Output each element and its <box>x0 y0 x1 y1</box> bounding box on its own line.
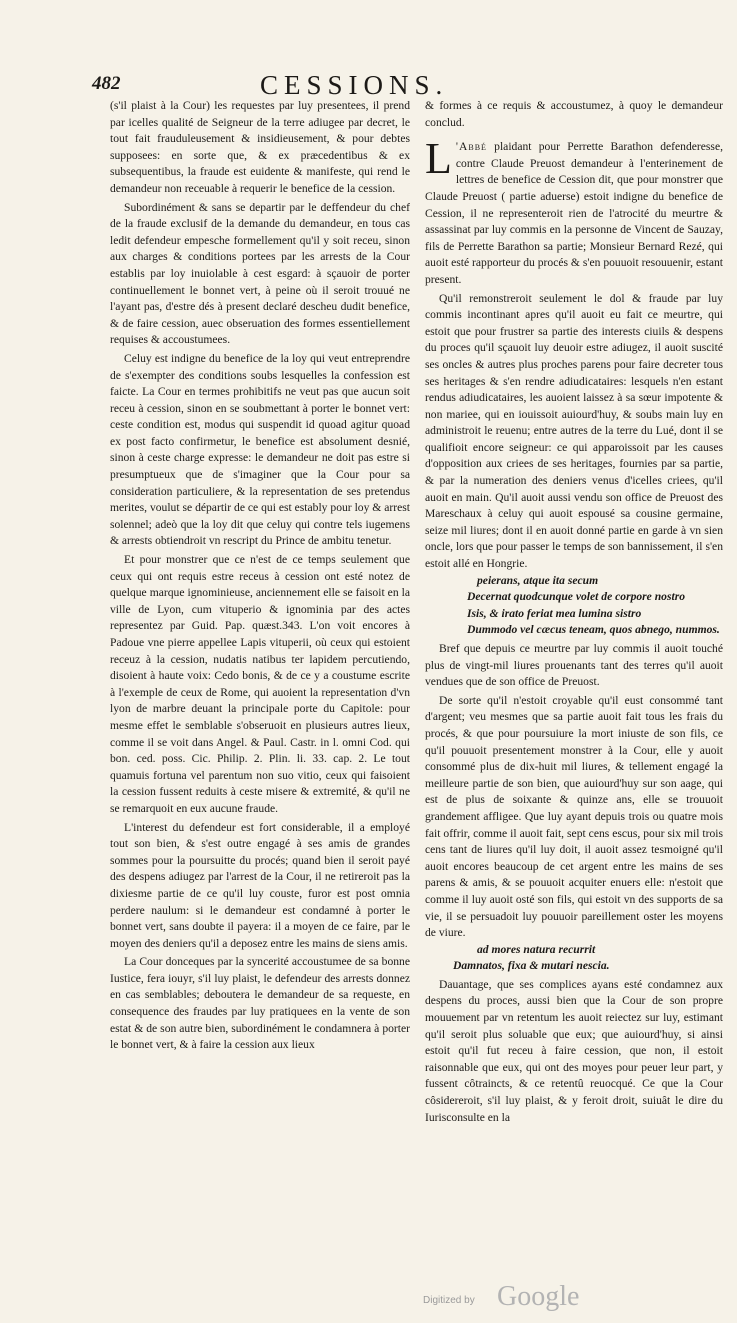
google-logo: Google <box>497 1281 580 1312</box>
left-paragraph-2: Subordinément & sans se departir par le deffendeur du chef de la fraude exclusif de la demande du demandeur, en tous cas ledit defendeur empesche formellement qu'il y soit receu, sinon aux charges & conditions portees par les arrests de la Cour establis par loy inuiolable à cest esgard: à sçauoir de porter continuellement le bonnet vert, à peine où il seroit trouué ne l'ayant pas, d'estre dés à present declaré descheu dudit benefice, & de faire cession, auec obseruation des formes essentiellement requises & accoustumees. <box>110 200 410 347</box>
left-paragraph-3: Celuy est indigne du benefice de la loy qui veut entreprendre de s'exempter des conditions soubs lesquelles la confession est faicte. La Cour en termes prohibitifs ne veut pas que aucun soit receu à cession, sinon en se soubmettant à porter le bonnet vert: ceste condition est, modus qui suspendit id quoad agitur quoad ex post facto confirmetur, le benefice est absolument desnié, sinon à ceste charge expresse: le demandeur ne doit pas estre si presumptueux que de s'imaginer que la Cour pour sa consideration particuliere, & la representation de ses pretendus merites, voulut se départir de ce qui est estably pour loy & arrest solennel; adeò que la loy dit que celuy qui contre tels iugemens & arrests obtiendroit vn rescript du Prince de ambitu tenetur. <box>110 351 410 548</box>
verse-line-6: Damnatos, fixa & mutari nescia. <box>453 959 610 973</box>
right-paragraph-2-text: plaidant pour Perrette Barathon defenderesse, contre Claude Preuost demandeur à l'enterinement de lettres de benefice de Cession dit, que pour monstrer que Claude Preuost ( partie aduerse) estoit indigne du benefice de Cession, il ne representeroit rien de l'atrocité du meurtre & assassinat par luy commis en la personne de Vincent de Sauzay, fils de Perrette Barathon sa partie; Monsieur Bernard Rezé, qui auoit esté rapporteur du procés & s'en pouuoit resouuenir, estant present. <box>425 140 723 286</box>
verse-line-4: Dummodo vel cæcus teneam, quos abnego, nummos. <box>467 623 720 637</box>
digitized-by-label: Digitized by <box>423 1295 475 1306</box>
right-paragraph-3: Qu'il remonstreroit seulement le dol & fraude par luy commis incontinant apres qu'il auoit eu fait ce meurtre, qui estoit que pour frustrer sa partie des interests ciuils & despens du proces qu'il sçauoit luy deuoir estre adiugez, il auoit suscité ses oncles & autres plus proches parens pour faire decreter tous ses heritages & s'en rendre adiudicataires: lesquels n'en estant rendus adiudicataires, les auoient laissez à sa sœur impotente & non mariee, qui en iouissoit auiourd'huy, & soubs main luy en administroit le reuenu; entre autres de la terre du Lué, dont il se qualifioit encore seigneur: ce qui apparoissoit par les causes d'opposition aux criees de ses heritages, fournies par sa partie, & par la numeration des deniers venus d'icelles criees, qu'il auoit en main. Qu'il auoit aussi vendu son office de Preuost des Mareschaux à celuy qui auoit espousé sa cousine germaine, seize mil liures; dont il en auoit donné partie en garde à vn sien oncle, lors que pour passer le temps de son bannissement, il s'en estoit allé en Hongrie. <box>425 291 723 571</box>
drop-cap: L <box>425 134 452 184</box>
speaker-name: 'Abbé <box>455 140 487 154</box>
left-column <box>110 98 410 1054</box>
right-paragraph-2 <box>425 134 723 288</box>
digitized-watermark <box>423 1281 623 1312</box>
right-paragraph-5: De sorte qu'il n'estoit croyable qu'il eust consommé tant d'argent; veu mesmes que sa partie auoit fait tous les frais du procés, & que pour poursuiure la mort iniuste de son fils, ce qu'il pouuoit presentement monstrer à la Cour, elle y auoit consommé plus de dix-huit mil liures, & tellement engagé la meilleure partie de son bien, que auiourd'huy sur son aage, qui est de plus de soixante & quinze ans, elle se trouuoit grandement affligee. Que luy ayant depuis trois ou quatre mois fait offrir, comme il auoit fait, sept cens escus, pour six mil trois cens tant de liures qu'il luy doit, il auoit assez tesmoigné qu'il auoit encores beaucoup de cet argent entre les mains de ses parens & amis, & se pouuoit acquiter enuers elle: n'estoit que comme il luy auoit osté son fils, qui estoit vn des supports de sa vie, il se persuadoit luy pouuoir pareillement oster les moyens de viure. <box>425 693 723 940</box>
left-paragraph-6: La Cour donceques par la syncerité accoustumee de sa bonne Iustice, fera iouyr, s'il luy plaist, le defendeur des arrests donnez en cas semblables; deboutera le demandeur de sa requeste, en consequence des fraudes par luy pratiquees en la vente de son estat & de son autre bien, subordinément le condamnera à porter le bonnet vert, & à faire la cession aux lieux <box>110 955 410 1052</box>
page-number: 482 <box>92 73 121 94</box>
verse-line-1: peierans, atque ita secum <box>477 573 599 587</box>
verse-line-3: Isis, & irato feriat mea lumina sistro <box>467 606 642 620</box>
verse-line-5: ad mores natura recurrit <box>477 942 596 956</box>
verse-line-2: Decernat quodcunque volet de corpore nostro <box>467 590 686 604</box>
left-paragraph-5: L'interest du defendeur est fort considerable, il a employé tout son bien, & s'est outre engagé à ses amis de grandes sommes pour la poursuitte du procés; quand bien il seroit payé des despens adiugez par l'arrest de la Cour, il ne retireroit pas la dixiesme partie de ce qu'il luy couste, furor est post omnia perdere naulum: si le demandeur est condamné à porter le bonnet vert, sans doubte il payera: il a moyen de ce faire, par le moyen des deniers qu'il a deposez entre les mains de siens amis. <box>110 820 410 950</box>
left-paragraph-4: Et pour monstrer que ce n'est de ce temps seulement que ceux qui ont requis estre receus à cession ont esté notez de quelque marque ignominieuse, anciennement elle se faisoit en la ville de Lyon, cum vituperio & ignominia par des actes representez par Guid. Pap. quæst.343. L'on voit encores à Padoue vne pierre appellee Lapis vituperii, où ceux qui estoient receuz à la cession, nudatis natibus ter lapidem percutiendo, disoient à haute voix: Cedo bonis, & de ce y a coustume escrite à l'exemple de ceux de Rome, qui auoient la representation d'vn lyon de marbre deuant la principale porte du Capitole: pour mesme effet le semblable s'obseruoit en plusieurs autres lieux, comme il se voit dans Angel. & Paul. Castr. in l. omni Cod. qui bon. ced. poss. Cic. Philip. 2. Plin. li. 33. cap. 2. Le tout quamuis fortuna vel parentum non suo vitio, ceux qui faisoient la cession fussent reduits à ceste misere & extremité, & qu'il ne se remarquoit en eux aucune fraude. <box>110 553 410 815</box>
right-paragraph-6: Dauantage, que ses complices ayans esté condamnez aux despens du proces, aussi bien que la Cour de son propre mouuement par vn retentum les auoit reiectez sur luy, estimant qu'il seroit plus soluable que eux; que auiourd'huy, si ainsi estoit qu'il fut receu à faire cession, que non, il estoit raisonnable que eux, qui ont des moyes pour peuer leur part, y fussent côtraincts, & ce retentû reuocqué. Ce que la Cour côsidereroit, s'il luy plaist, & y feroit droit, suiuât le dire du Iurisconsulte en la <box>425 977 723 1124</box>
right-paragraph-4: Bref que depuis ce meurtre par luy commis il auoit touché plus de vingt-mil liures prouenants tant des terres qu'il auoit vendues que de son office de Preuost. <box>425 642 723 689</box>
right-column <box>425 98 723 1126</box>
left-paragraph-1: (s'il plaist à la Cour) les requestes par luy presentees, il prend par icelles qualité de Seigneur de la terre adiugee par decret, le tout fait frauduleusement & insidieusement, & pour debtes supposees: en sorte que, & ex præcedentibus & ex subsequentibus, la fraude est euidente & manifeste, qui rend le demandeur non receuable à requerir le benefice de la cession. <box>110 99 410 195</box>
running-head: CESSIONS. <box>260 70 449 100</box>
right-paragraph-1: & formes à ce requis & accoustumez, à quoy le demandeur conclud. <box>425 99 723 129</box>
